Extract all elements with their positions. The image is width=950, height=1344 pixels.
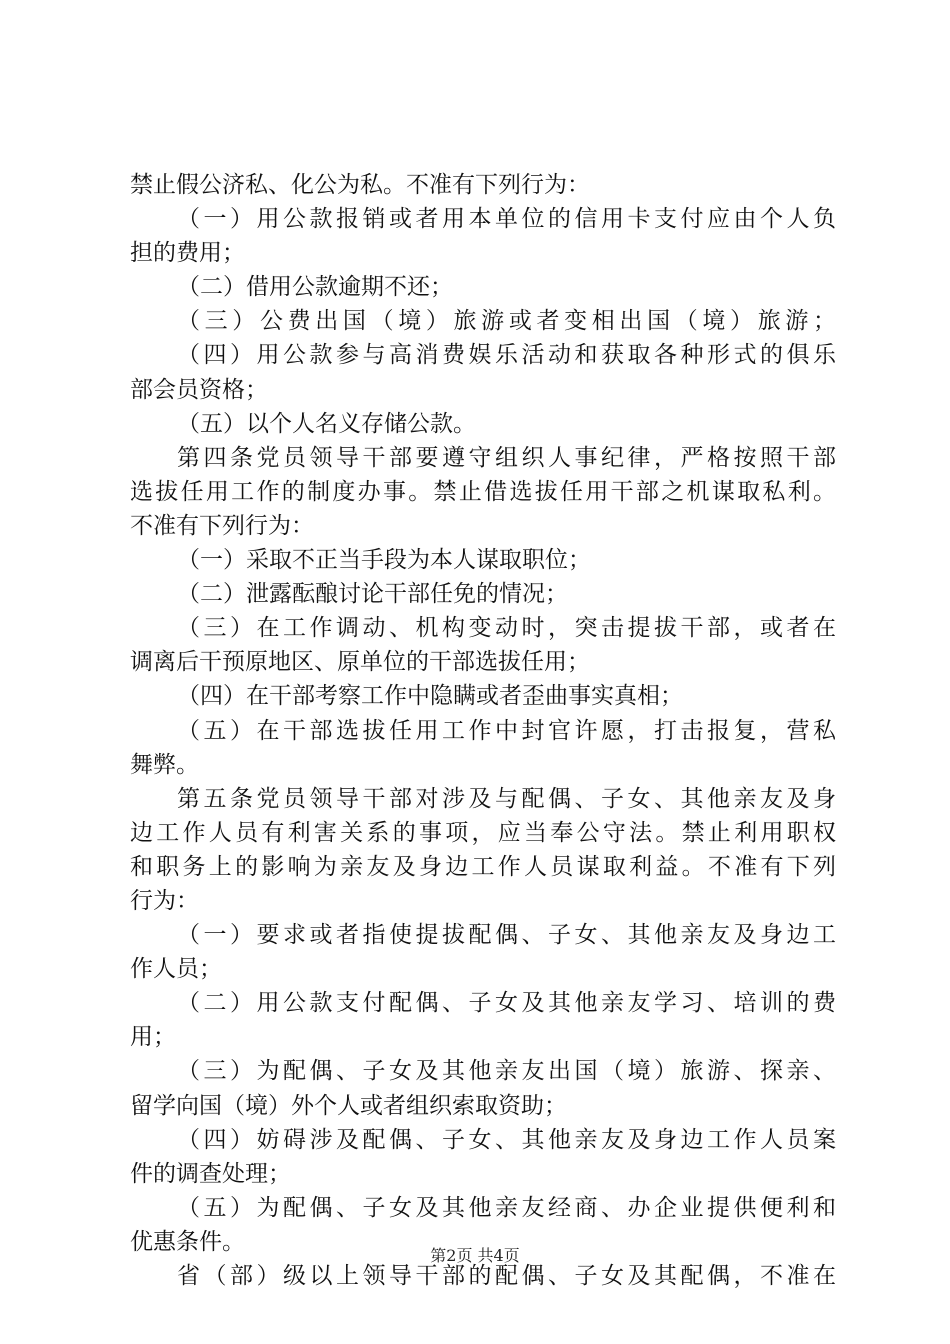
- text-line: （二）泄露酝酿讨论干部任免的情况；: [177, 581, 568, 608]
- text-line: （三）公费出国（境）旅游或者变相出国（境）旅游；: [177, 308, 836, 335]
- text-line: 省（部）级以上领导干部的配偶、子女及其配偶，不准在: [177, 1263, 836, 1289]
- text-line: 第五条党员领导干部对涉及与配偶、子女、其他亲友及身: [177, 785, 836, 812]
- text-line: （一）用公款报销或者用本单位的信用卡支付应由个人负: [177, 206, 836, 233]
- text-line: 行为：: [130, 887, 199, 914]
- text-line: 优惠条件。: [130, 1228, 245, 1255]
- text-line: （二）借用公款逾期不还；: [177, 274, 453, 301]
- text-line: 舞弊。: [130, 751, 199, 778]
- text-line: 留学向国（境）外个人或者组织索取资助；: [130, 1092, 567, 1119]
- text-line: 部会员资格；: [130, 376, 268, 403]
- text-line: （一）要求或者指使提拔配偶、子女、其他亲友及身边工: [177, 922, 836, 949]
- text-line: （二）用公款支付配偶、子女及其他亲友学习、培训的费: [177, 990, 836, 1017]
- text-line: 和职务上的影响为亲友及身边工作人员谋取利益。不准有下列: [130, 853, 836, 880]
- document-body: [130, 168, 836, 1293]
- text-line: 第四条党员领导干部要遵守组织人事纪律，严格按照干部: [177, 444, 836, 471]
- text-line: （三）在工作调动、机构变动时，突击提拔干部，或者在: [177, 615, 836, 642]
- text-line: （三）为配偶、子女及其他亲友出国（境）旅游、探亲、: [177, 1058, 836, 1085]
- text-line: （四）用公款参与高消费娱乐活动和获取各种形式的俱乐: [177, 342, 836, 369]
- text-line: （四）在干部考察工作中隐瞒或者歪曲事实真相；: [177, 683, 683, 710]
- text-line: （五）为配偶、子女及其他亲友经商、办企业提供便利和: [177, 1194, 836, 1221]
- page-footer: 第2页 共4页: [430, 1246, 520, 1265]
- text-line: 不准有下列行为：: [130, 512, 314, 539]
- text-line: （一）采取不正当手段为本人谋取职位；: [177, 547, 591, 574]
- text-line: （五）在干部选拔任用工作中封官许愿，打击报复，营私: [177, 717, 836, 744]
- text-line: 边工作人员有利害关系的事项，应当奉公守法。禁止利用职权: [130, 819, 836, 846]
- text-line: 用；: [130, 1024, 176, 1051]
- text-line: 禁止假公济私、化公为私。不准有下列行为：: [130, 172, 590, 198]
- text-line: 担的费用；: [130, 240, 245, 267]
- text-line: 件的调查处理；: [130, 1160, 291, 1187]
- text-line: （四）妨碍涉及配偶、子女、其他亲友及身边工作人员案: [177, 1126, 836, 1153]
- text-line: 选拔任用工作的制度办事。禁止借选拔任用干部之机谋取私利。: [130, 478, 836, 505]
- text-line: 调离后干预原地区、原单位的干部选拔任用；: [130, 649, 590, 676]
- text-line: （五）以个人名义存储公款。: [177, 410, 476, 437]
- text-line: 作人员；: [130, 956, 222, 983]
